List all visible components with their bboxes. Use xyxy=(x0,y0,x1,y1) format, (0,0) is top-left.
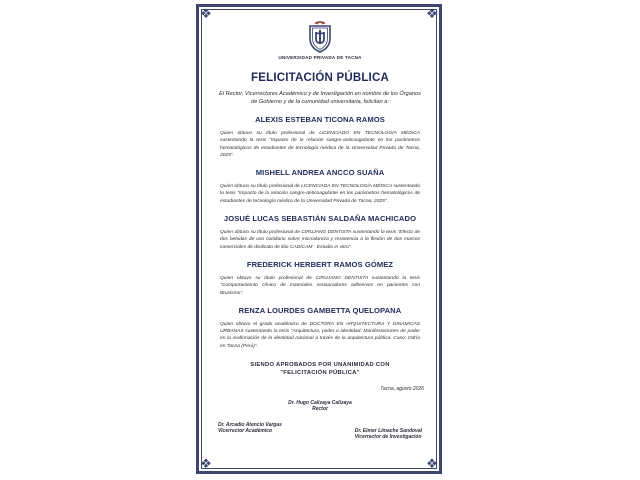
corner-ornament-icon: ❖ xyxy=(200,456,212,471)
honoree-item xyxy=(214,260,426,297)
university-name: UNIVERSIDAD PRIVADA DE TACNA xyxy=(278,55,362,60)
vice-research-role: Vicerrector de Investigación xyxy=(354,434,422,441)
honoree-description: Quien obtuvo el grado académico de DOCTORA EN ARQUITECTURA Y DINÁMICAS URBANAS sustentando la tesis "Arquitectura, poder e identidad: Manifestaciones de poder en la reafirmación de la identidad nacional a través de la arquitectura pública. Caso: Odría en Tacna (Perú)". xyxy=(220,321,420,349)
honoree-item xyxy=(214,214,426,251)
corner-ornament-icon: ❖ xyxy=(426,6,438,21)
approval-line-1: SIENDO APROBADOS POR UNANIMIDAD CON xyxy=(250,362,390,369)
university-crest-icon xyxy=(303,20,337,54)
honoree-description: Quien obtuvo su título profesional de CIRUJANO DENTISTA sustentando la tesis "Comportamiento clínico de materiales restauradores adhesivos en pacientes con Bruxismo". xyxy=(220,275,420,296)
honoree-name: JOSUÉ LUCAS SEBASTIÁN SALDAÑA MACHICADO xyxy=(223,214,417,224)
vice-rector-signatures xyxy=(214,422,426,440)
rector-name: Dr. Hugo Calizaya Calizaya xyxy=(288,400,352,407)
rector-role: Rector xyxy=(312,406,328,413)
vice-academic-signature xyxy=(218,422,282,440)
vice-academic-role: Vicerrector Académico xyxy=(218,428,273,435)
honoree-name: RENZA LOURDES GAMBETTA QUELOPANA xyxy=(238,305,402,315)
vice-research-name: Dr. Elmer Limache Sandoval xyxy=(354,428,422,435)
page-title: FELICITACIÓN PÚBLICA xyxy=(251,72,389,84)
corner-ornament-icon: ❖ xyxy=(426,456,438,471)
honoree-item xyxy=(214,168,426,205)
place-date: Tacna, agosto 2026 xyxy=(380,386,424,393)
honoree-name: FREDERICK HERBERT RAMOS GÓMEZ xyxy=(246,259,394,269)
intro-text: El Rector, Vicerrectores Académico y de Investigación en nombre de los Órganos de Gobierno y de la comunidad universitaria, felicitan a: xyxy=(219,91,421,105)
honoree-item xyxy=(214,306,426,350)
approval-statement xyxy=(214,362,426,377)
corner-ornament-icon: ❖ xyxy=(200,6,212,21)
document-body xyxy=(214,20,426,440)
vice-academic-name: Dr. Arcadio Atencio Vargas xyxy=(218,422,282,429)
rector-signature xyxy=(214,400,426,412)
honoree-name: MISHELL ANDREA ANCCO SUAÑA xyxy=(255,168,385,178)
honoree-name: ALEXIS ESTEBAN TICONA RAMOS xyxy=(255,115,385,124)
vice-research-signature xyxy=(355,428,422,440)
honoree-item xyxy=(214,115,426,159)
honoree-description: Quien obtuvo su título profesional de LICENCIADA EN TECNOLOGÍA MÉDICA sustentando la tesis "Impacto de la relación sangre-anticoagulante en los parámetros hematológicos de estudiantes de tecnología médica de la Universidad Privada de Tacna, 2025". xyxy=(220,184,420,204)
approval-line-2: "FELICITACIÓN PÚBLICA" xyxy=(280,369,360,376)
honoree-description: Quien obtuvo su título profesional de CIRUJANO DENTISTA sustentando la tesis "Efecto de dos bebidas de uso cotidiano sobre microdureza y resistencia a la flexión de dos marcos comerciales de disilicato de litio CAD/CAM - Estudio in vitro". xyxy=(220,230,420,250)
honoree-description: Quien obtuvo su título profesional de LICENCIADO EN TECNOLOGÍA MÉDICA sustentando la tesis "Impacto de la relación sangre-anticoagulante en los parámetros hematológicos de estudiantes de tecnología médica de la Universidad Privada de Tacna, 2025". xyxy=(220,131,420,158)
